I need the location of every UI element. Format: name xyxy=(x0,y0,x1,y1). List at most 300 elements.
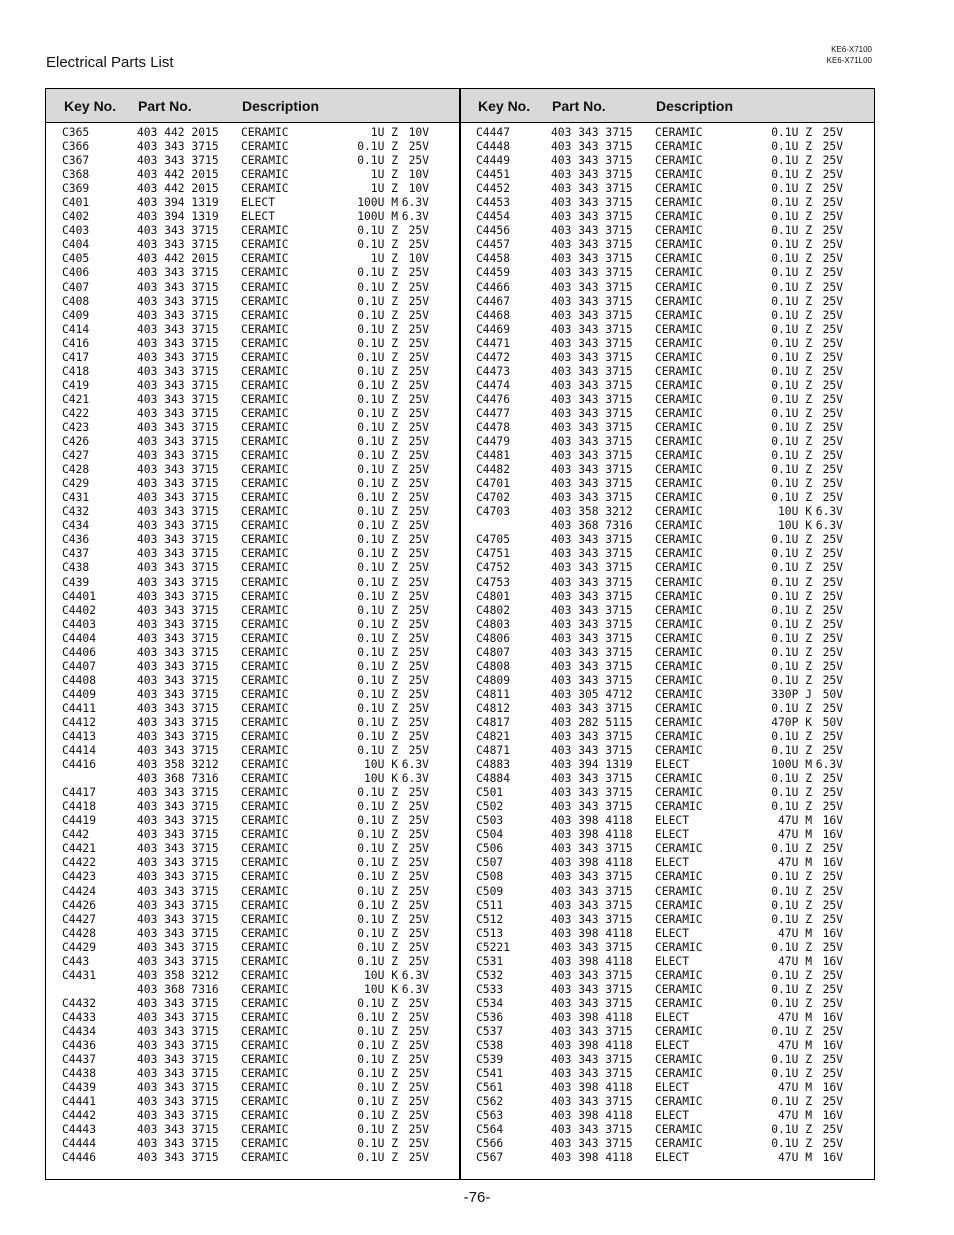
part-no-cell: 403 343 3715 xyxy=(551,224,633,238)
description-cell: CERAMIC xyxy=(241,1025,289,1038)
key-no-cell: C409 xyxy=(62,308,90,322)
part-no-cell: 403 305 4712 xyxy=(551,687,633,701)
value-cell: 0.1U Z xyxy=(771,420,812,434)
part-no-cell: 403 368 7316 xyxy=(551,519,633,533)
description-cell: ELECT xyxy=(241,196,276,210)
part-no-cell: 403 343 3715 xyxy=(137,786,219,800)
part-no-cell: 403 343 3715 xyxy=(137,1067,219,1081)
part-no-cell: 403 398 4118 xyxy=(551,814,633,828)
value-cell: 0.1U Z xyxy=(357,842,398,856)
value-cell: 0.1U Z xyxy=(771,280,812,294)
value-cell: 47U M xyxy=(777,954,812,968)
value-cell: 47U M xyxy=(777,1109,812,1123)
description-cell: CERAMIC xyxy=(655,786,703,800)
voltage-cell: 25V xyxy=(408,715,429,729)
part-no-cell: 403 343 3715 xyxy=(137,1095,219,1109)
voltage-cell: 25V xyxy=(408,940,429,954)
voltage-cell: 25V xyxy=(408,954,429,968)
part-no-cell: 403 398 4118 xyxy=(551,926,633,940)
description-cell: CERAMIC xyxy=(241,575,289,589)
value-cell: 0.1U Z xyxy=(357,730,398,744)
voltage-cell: 25V xyxy=(408,140,429,154)
description-cell: CERAMIC xyxy=(241,842,289,856)
part-no-cell: 403 343 3715 xyxy=(137,322,219,336)
part-no-cell: 403 343 3715 xyxy=(137,617,219,631)
voltage-cell: 25V xyxy=(408,533,429,547)
part-no-cell: 403 343 3715 xyxy=(137,1010,219,1024)
value-cell: 0.1U Z xyxy=(771,772,812,786)
voltage-cell: 16V xyxy=(822,926,843,940)
part-no-cell: 403 343 3715 xyxy=(551,1137,633,1151)
description-cell: CERAMIC xyxy=(655,561,703,575)
part-no-cell: 403 343 3715 xyxy=(137,996,219,1010)
value-cell: 0.1U Z xyxy=(357,673,398,687)
voltage-cell: 25V xyxy=(408,420,429,434)
part-no-cell: 403 368 7316 xyxy=(137,772,219,786)
description-cell: ELECT xyxy=(655,1151,690,1165)
part-no-cell: 403 398 4118 xyxy=(551,1081,633,1095)
value-cell: 0.1U Z xyxy=(771,898,812,912)
part-no-cell: 403 282 5115 xyxy=(551,715,633,729)
value-cell: 0.1U Z xyxy=(771,252,812,266)
part-no-cell: 403 343 3715 xyxy=(551,1025,633,1038)
key-no-cell: C4453 xyxy=(476,196,511,210)
description-cell: CERAMIC xyxy=(241,828,289,842)
voltage-cell: 6.3V xyxy=(815,519,843,533)
key-no-cell: C4403 xyxy=(62,617,97,631)
key-no-cell: C422 xyxy=(62,406,90,420)
description-cell: CERAMIC xyxy=(655,715,703,729)
key-no-cell: C4479 xyxy=(476,435,511,449)
value-cell: 0.1U Z xyxy=(357,547,398,561)
description-cell: CERAMIC xyxy=(241,589,289,603)
header-key-no: Key No. xyxy=(64,98,117,114)
key-no-cell: C366 xyxy=(62,140,90,154)
voltage-cell: 25V xyxy=(822,266,843,280)
voltage-cell: 25V xyxy=(408,561,429,575)
key-no-cell: C4429 xyxy=(62,940,97,954)
key-no-cell: C439 xyxy=(62,575,90,589)
value-cell: 0.1U Z xyxy=(771,336,812,350)
part-no-cell: 403 343 3715 xyxy=(551,435,633,449)
value-cell: 0.1U Z xyxy=(357,603,398,617)
part-no-cell: 403 343 3715 xyxy=(551,126,633,139)
description-cell: CERAMIC xyxy=(241,477,289,491)
part-no-cell: 403 343 3715 xyxy=(137,1137,219,1151)
description-cell: CERAMIC xyxy=(241,519,289,533)
part-no-cell: 403 343 3715 xyxy=(551,308,633,322)
description-cell: CERAMIC xyxy=(241,378,289,392)
voltage-cell: 25V xyxy=(408,350,429,364)
part-no-cell: 403 343 3715 xyxy=(551,420,633,434)
description-cell: CERAMIC xyxy=(655,617,703,631)
voltage-cell: 25V xyxy=(822,940,843,954)
key-no-cell: C502 xyxy=(476,800,504,814)
part-no-cell: 403 343 3715 xyxy=(551,350,633,364)
part-no-cell: 403 343 3715 xyxy=(137,1081,219,1095)
value-cell: 1U Z xyxy=(370,168,398,182)
part-no-cell: 403 343 3715 xyxy=(551,364,633,378)
key-no-cell: C4751 xyxy=(476,547,511,561)
key-no-cell: C4801 xyxy=(476,589,511,603)
description-cell: CERAMIC xyxy=(655,1137,703,1151)
description-cell: CERAMIC xyxy=(241,126,289,139)
voltage-cell: 16V xyxy=(822,828,843,842)
header-description-right: Description xyxy=(656,98,734,114)
value-cell: 0.1U Z xyxy=(771,1025,812,1038)
key-no-cell: C503 xyxy=(476,814,504,828)
value-cell: 0.1U Z xyxy=(357,224,398,238)
description-cell: CERAMIC xyxy=(655,364,703,378)
voltage-cell: 25V xyxy=(822,224,843,238)
value-cell: 0.1U Z xyxy=(771,449,812,463)
voltage-cell: 25V xyxy=(408,519,429,533)
voltage-cell: 25V xyxy=(822,1053,843,1067)
description-cell: CERAMIC xyxy=(241,758,289,772)
value-cell: 0.1U Z xyxy=(771,126,812,139)
description-cell: CERAMIC xyxy=(241,701,289,715)
key-no-cell: C429 xyxy=(62,477,90,491)
part-no-cell: 403 343 3715 xyxy=(137,1109,219,1123)
key-no-cell: C4424 xyxy=(62,884,97,898)
part-no-cell: 403 398 4118 xyxy=(551,1151,633,1165)
key-no-cell: C511 xyxy=(476,898,504,912)
key-no-cell: C4811 xyxy=(476,687,511,701)
part-no-cell: 403 343 3715 xyxy=(137,350,219,364)
voltage-cell: 25V xyxy=(408,898,429,912)
value-cell: 0.1U Z xyxy=(357,140,398,154)
part-no-cell: 403 343 3715 xyxy=(137,645,219,659)
description-cell: CERAMIC xyxy=(655,1067,703,1081)
description-cell: CERAMIC xyxy=(241,252,289,266)
part-no-cell: 403 343 3715 xyxy=(551,322,633,336)
value-cell: 0.1U Z xyxy=(357,954,398,968)
part-no-cell: 403 398 4118 xyxy=(551,828,633,842)
description-cell: CERAMIC xyxy=(241,659,289,673)
part-no-cell: 403 343 3715 xyxy=(137,463,219,477)
part-no-cell: 403 398 4118 xyxy=(551,1039,633,1053)
value-cell: 0.1U Z xyxy=(357,1109,398,1123)
part-no-cell: 403 358 3212 xyxy=(137,968,219,982)
part-no-cell: 403 343 3715 xyxy=(137,491,219,505)
description-cell: CERAMIC xyxy=(655,631,703,645)
part-no-cell: 403 343 3715 xyxy=(137,140,219,154)
key-no-cell: C4821 xyxy=(476,730,511,744)
description-cell: CERAMIC xyxy=(655,870,703,884)
voltage-cell: 16V xyxy=(822,1081,843,1095)
part-no-cell: 403 343 3715 xyxy=(551,772,633,786)
description-cell: CERAMIC xyxy=(241,715,289,729)
key-no-cell: C4404 xyxy=(62,631,97,645)
value-cell: 0.1U Z xyxy=(357,154,398,168)
description-cell: ELECT xyxy=(655,1039,690,1053)
part-no-cell: 403 398 4118 xyxy=(551,1010,633,1024)
description-cell: CERAMIC xyxy=(655,350,703,364)
value-cell: 0.1U Z xyxy=(357,533,398,547)
key-no-cell: C4447 xyxy=(476,126,511,139)
voltage-cell: 25V xyxy=(822,168,843,182)
voltage-cell: 25V xyxy=(822,589,843,603)
parts-table xyxy=(45,88,875,1180)
description-cell: CERAMIC xyxy=(655,505,703,519)
key-no-cell: C4456 xyxy=(476,224,511,238)
key-no-cell: C509 xyxy=(476,884,504,898)
value-cell: 0.1U Z xyxy=(357,884,398,898)
description-cell: ELECT xyxy=(241,210,276,224)
description-cell: CERAMIC xyxy=(241,154,289,168)
part-no-cell: 403 343 3715 xyxy=(551,701,633,715)
part-no-cell: 403 343 3715 xyxy=(137,687,219,701)
value-cell: 0.1U Z xyxy=(771,294,812,308)
part-no-cell: 403 442 2015 xyxy=(137,126,219,139)
voltage-cell: 25V xyxy=(822,435,843,449)
voltage-cell: 25V xyxy=(408,814,429,828)
value-cell: 0.1U Z xyxy=(771,982,812,996)
description-cell: CERAMIC xyxy=(241,336,289,350)
voltage-cell: 25V xyxy=(822,561,843,575)
description-cell: CERAMIC xyxy=(241,1067,289,1081)
voltage-cell: 25V xyxy=(822,701,843,715)
part-no-cell: 403 343 3715 xyxy=(551,884,633,898)
value-cell: 0.1U Z xyxy=(357,1123,398,1137)
value-cell: 0.1U Z xyxy=(771,1137,812,1151)
part-no-cell: 403 343 3715 xyxy=(137,856,219,870)
value-cell: 0.1U Z xyxy=(357,701,398,715)
value-cell: 47U M xyxy=(777,1010,812,1024)
voltage-cell: 25V xyxy=(822,140,843,154)
value-cell: 0.1U Z xyxy=(357,505,398,519)
key-no-cell: C4809 xyxy=(476,673,511,687)
voltage-cell: 25V xyxy=(408,1010,429,1024)
value-cell: 0.1U Z xyxy=(357,926,398,940)
value-cell: 100U M xyxy=(357,196,398,210)
key-no-cell: C436 xyxy=(62,533,90,547)
voltage-cell: 25V xyxy=(822,884,843,898)
value-cell: 0.1U Z xyxy=(771,477,812,491)
part-no-cell: 403 343 3715 xyxy=(137,364,219,378)
part-no-cell: 403 343 3715 xyxy=(137,266,219,280)
value-cell: 47U M xyxy=(777,828,812,842)
value-cell: 0.1U Z xyxy=(357,1081,398,1095)
column-divider xyxy=(459,89,461,1179)
part-no-cell: 403 343 3715 xyxy=(137,1053,219,1067)
key-no-cell: C564 xyxy=(476,1123,504,1137)
voltage-cell: 25V xyxy=(822,1137,843,1151)
header-part-no-right: Part No. xyxy=(552,98,606,114)
key-no-cell: C443 xyxy=(62,954,90,968)
value-cell: 0.1U Z xyxy=(771,182,812,196)
value-cell: 0.1U Z xyxy=(771,266,812,280)
part-no-cell: 403 343 3715 xyxy=(137,954,219,968)
part-no-cell: 403 343 3715 xyxy=(551,870,633,884)
value-cell: 0.1U Z xyxy=(357,406,398,420)
voltage-cell: 6.3V xyxy=(401,982,429,996)
part-no-cell: 403 343 3715 xyxy=(137,870,219,884)
key-no-cell: C369 xyxy=(62,182,90,196)
part-no-cell: 403 343 3715 xyxy=(551,940,633,954)
key-no-cell: C4476 xyxy=(476,392,511,406)
description-cell: CERAMIC xyxy=(241,463,289,477)
value-cell: 0.1U Z xyxy=(357,238,398,252)
value-cell: 0.1U Z xyxy=(357,322,398,336)
voltage-cell: 25V xyxy=(822,842,843,856)
voltage-cell: 25V xyxy=(822,449,843,463)
voltage-cell: 25V xyxy=(822,870,843,884)
part-no-cell: 403 343 3715 xyxy=(551,617,633,631)
value-cell: 0.1U Z xyxy=(771,1053,812,1067)
part-no-cell: 403 343 3715 xyxy=(137,519,219,533)
part-no-cell: 403 394 1319 xyxy=(137,210,219,224)
key-no-cell: C4414 xyxy=(62,744,97,758)
value-cell: 0.1U Z xyxy=(357,715,398,729)
part-no-cell: 403 343 3715 xyxy=(551,673,633,687)
value-cell: 47U M xyxy=(777,926,812,940)
description-cell: CERAMIC xyxy=(241,898,289,912)
description-cell: CERAMIC xyxy=(241,884,289,898)
key-no-cell: C4434 xyxy=(62,1025,97,1038)
key-no-cell: C421 xyxy=(62,392,90,406)
value-cell: 0.1U Z xyxy=(771,308,812,322)
part-no-cell: 403 343 3715 xyxy=(551,1123,633,1137)
description-cell: CERAMIC xyxy=(655,575,703,589)
voltage-cell: 25V xyxy=(822,673,843,687)
part-no-cell: 403 343 3715 xyxy=(551,659,633,673)
key-no-cell: C4871 xyxy=(476,744,511,758)
part-no-cell: 403 343 3715 xyxy=(551,744,633,758)
part-no-cell: 403 343 3715 xyxy=(551,392,633,406)
voltage-cell: 25V xyxy=(408,266,429,280)
value-cell: 10U K xyxy=(363,968,398,982)
key-no-cell: C416 xyxy=(62,336,90,350)
part-no-cell: 403 343 3715 xyxy=(137,898,219,912)
value-cell: 0.1U Z xyxy=(771,406,812,420)
part-no-cell: 403 343 3715 xyxy=(137,940,219,954)
key-no-cell: C501 xyxy=(476,786,504,800)
value-cell: 47U M xyxy=(777,814,812,828)
part-no-cell: 403 343 3715 xyxy=(551,631,633,645)
value-cell: 0.1U Z xyxy=(357,1095,398,1109)
key-no-cell: C4812 xyxy=(476,701,511,715)
voltage-cell: 25V xyxy=(822,533,843,547)
voltage-cell: 25V xyxy=(822,772,843,786)
key-no-cell: C437 xyxy=(62,547,90,561)
key-no-cell: C562 xyxy=(476,1095,504,1109)
key-no-cell: C531 xyxy=(476,954,504,968)
key-no-cell: C4467 xyxy=(476,294,511,308)
part-no-cell: 403 343 3715 xyxy=(137,884,219,898)
part-no-cell: 403 343 3715 xyxy=(551,547,633,561)
key-no-cell: C4458 xyxy=(476,252,511,266)
part-no-cell: 403 343 3715 xyxy=(137,505,219,519)
description-cell: CERAMIC xyxy=(655,420,703,434)
description-cell: CERAMIC xyxy=(655,800,703,814)
key-no-cell: C534 xyxy=(476,996,504,1010)
value-cell: 0.1U Z xyxy=(771,842,812,856)
description-cell: CERAMIC xyxy=(241,870,289,884)
description-cell: CERAMIC xyxy=(241,547,289,561)
value-cell: 0.1U Z xyxy=(357,814,398,828)
description-cell: CERAMIC xyxy=(655,477,703,491)
voltage-cell: 25V xyxy=(822,336,843,350)
part-no-cell: 403 343 3715 xyxy=(551,898,633,912)
description-cell: CERAMIC xyxy=(655,196,703,210)
voltage-cell: 25V xyxy=(408,238,429,252)
key-no-cell: C538 xyxy=(476,1039,504,1053)
voltage-cell: 25V xyxy=(408,364,429,378)
description-cell: CERAMIC xyxy=(655,659,703,673)
voltage-cell: 25V xyxy=(822,1123,843,1137)
voltage-cell: 25V xyxy=(408,842,429,856)
description-cell: CERAMIC xyxy=(241,926,289,940)
part-no-cell: 403 343 3715 xyxy=(137,449,219,463)
value-cell: 0.1U Z xyxy=(357,266,398,280)
voltage-cell: 25V xyxy=(408,701,429,715)
key-no-cell: C4803 xyxy=(476,617,511,631)
voltage-cell: 25V xyxy=(822,968,843,982)
value-cell: 0.1U Z xyxy=(357,645,398,659)
voltage-cell: 16V xyxy=(822,856,843,870)
voltage-cell: 25V xyxy=(822,912,843,926)
description-cell: CERAMIC xyxy=(241,308,289,322)
value-cell: 0.1U Z xyxy=(771,322,812,336)
model-codes xyxy=(827,44,872,66)
value-cell: 0.1U Z xyxy=(357,589,398,603)
description-cell: CERAMIC xyxy=(655,336,703,350)
value-cell: 10U K xyxy=(363,982,398,996)
part-no-cell: 403 343 3715 xyxy=(137,308,219,322)
value-cell: 0.1U Z xyxy=(771,645,812,659)
voltage-cell: 10V xyxy=(408,126,429,139)
part-no-cell: 403 343 3715 xyxy=(551,1053,633,1067)
description-cell: ELECT xyxy=(655,1010,690,1024)
key-no-cell: C4428 xyxy=(62,926,97,940)
voltage-cell: 25V xyxy=(822,406,843,420)
part-no-cell: 403 343 3715 xyxy=(137,926,219,940)
part-no-cell: 403 343 3715 xyxy=(551,196,633,210)
description-cell: CERAMIC xyxy=(241,294,289,308)
key-no-cell: C4408 xyxy=(62,673,97,687)
voltage-cell: 25V xyxy=(822,786,843,800)
key-no-cell: C4406 xyxy=(62,645,97,659)
key-no-cell: C438 xyxy=(62,561,90,575)
value-cell: 0.1U Z xyxy=(771,603,812,617)
key-no-cell: C407 xyxy=(62,280,90,294)
value-cell: 47U M xyxy=(777,1151,812,1165)
key-no-cell: C4433 xyxy=(62,1010,97,1024)
key-no-cell: C442 xyxy=(62,828,90,842)
part-no-cell: 403 343 3715 xyxy=(137,294,219,308)
value-cell: 0.1U Z xyxy=(771,547,812,561)
voltage-cell: 25V xyxy=(408,589,429,603)
description-cell: ELECT xyxy=(655,828,690,842)
voltage-cell: 25V xyxy=(822,252,843,266)
voltage-cell: 25V xyxy=(408,1095,429,1109)
description-cell: CERAMIC xyxy=(241,786,289,800)
voltage-cell: 25V xyxy=(822,1067,843,1081)
description-cell: CERAMIC xyxy=(655,126,703,139)
key-no-cell: C5221 xyxy=(476,940,511,954)
value-cell: 100U M xyxy=(357,210,398,224)
voltage-cell: 25V xyxy=(822,898,843,912)
description-cell: CERAMIC xyxy=(655,912,703,926)
key-no-cell: C4817 xyxy=(476,715,511,729)
voltage-cell: 25V xyxy=(408,1067,429,1081)
key-no-cell: C4469 xyxy=(476,322,511,336)
voltage-cell: 25V xyxy=(408,617,429,631)
description-cell: CERAMIC xyxy=(655,982,703,996)
key-no-cell: C4439 xyxy=(62,1081,97,1095)
header-description: Description xyxy=(242,98,320,114)
